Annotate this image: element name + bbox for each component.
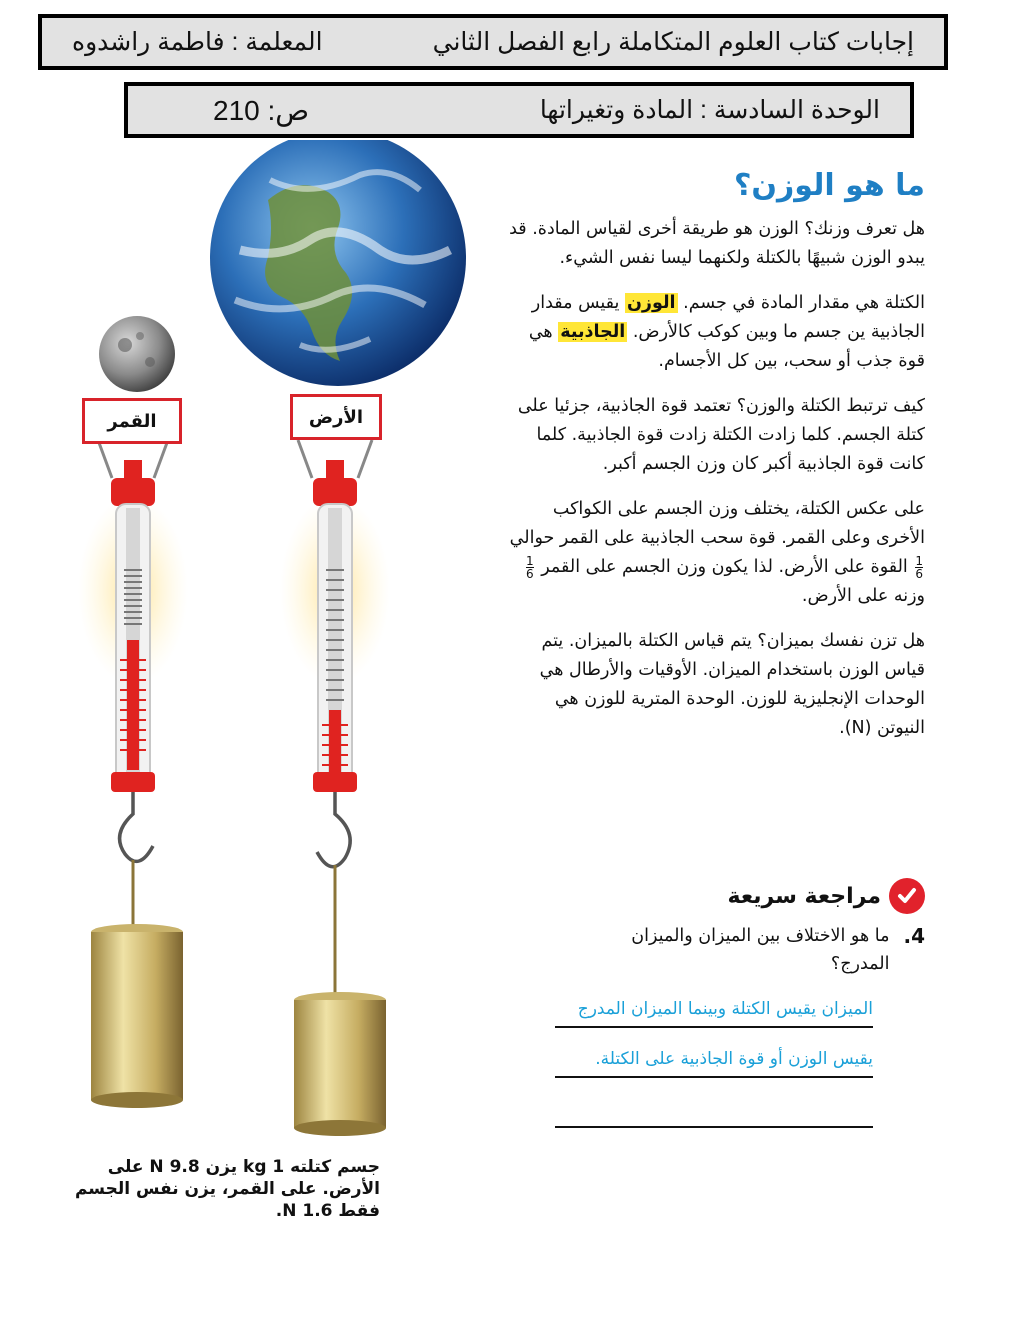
unit-banner [124,82,914,138]
fraction-one-sixth: $\frac{1}{6}$ [915,553,923,581]
unit-title: الوحدة السادسة : المادة وتغيراتها [539,96,880,124]
label-earth: الأرض [290,394,382,440]
paragraph-4: على عكس الكتلة، يختلف وزن الجسم على الكواكب الأخرى وعلى القمر. قوة سحب الجاذبية على القمر حوالي $\frac{1}{6}$ القوة على الأرض. لذا يكون وزن الجسم على القمر $\frac{1}{6}$ وزنه على الأرض. [509,499,925,606]
moon [99,316,175,392]
paragraph-1: هل تعرف وزنك؟ الوزن هو طريقة أخرى لقياس المادة. قد يبدو الوزن شبيهًا بالكتلة ولكنهما ليسا نفس الشيء. [509,219,925,268]
term-gravity: الجاذبية [560,322,626,342]
article-title: ما هو الوزن؟ [734,168,925,203]
quick-review-heading: مراجعة سريعة [505,878,925,914]
spring-scale-figure [0,140,500,1150]
header-banner [38,14,948,70]
check-icon [889,878,925,914]
earth-globe [210,140,466,386]
answer-line-3[interactable] [555,1092,873,1128]
question-number: 4. [903,924,925,948]
article [505,160,925,759]
fraction-one-sixth: $\frac{1}{6}$ [526,553,534,581]
question-text: ما هو الاختلاف بين الميزان والميزان المدرج؟ [631,926,890,974]
answer-line-1[interactable]: الميزان يقيس الكتلة وبينما الميزان المدرج [555,992,873,1028]
teacher-name: المعلمة : فاطمة راشدوه [72,28,323,56]
paragraph-2: الكتلة هي مقدار المادة في جسم. الوزن يقيس مقدار الجاذبية ين جسم ما وبين كوكب كالأرض. الجاذبية هي قوة جذب أو سحب، بين كل الأجسام. [528,293,925,371]
book-title: إجابات كتاب العلوم المتكاملة رابع الفصل الثاني [432,28,914,56]
term-weight: الوزن [626,293,676,313]
answer-line-2[interactable]: يقيس الوزن أو قوة الجاذبية على الكتلة. [555,1042,873,1078]
figure-caption: جسم كتلته 1 kg يزن 9.8 N على الأرض. على القمر، يزن نفس الجسم فقط 1.6 N. [74,1157,380,1221]
quick-review [505,878,925,1128]
paragraph-5: هل تزن نفسك بميزان؟ يتم قياس الكتلة بالميزان. يتم قياس الوزن باستخدام الميزان. الأوقيات والأرطال هي الوحدات الإنجليزية للوزن. الوحدة المترية للوزن هي النيوتن (N). [539,631,925,738]
label-moon: القمر [82,398,182,444]
page-number: ص: 210 [213,94,310,126]
question-4 [505,922,925,978]
paragraph-3: كيف ترتبط الكتلة والوزن؟ تعتمد قوة الجاذبية، جزئيا على كتلة الجسم. كلما زادت الكتلة زادت قوة الجاذبية. كلما كانت قوة الجاذبية أكبر كان وزن الجسم أكبر. [517,396,925,474]
